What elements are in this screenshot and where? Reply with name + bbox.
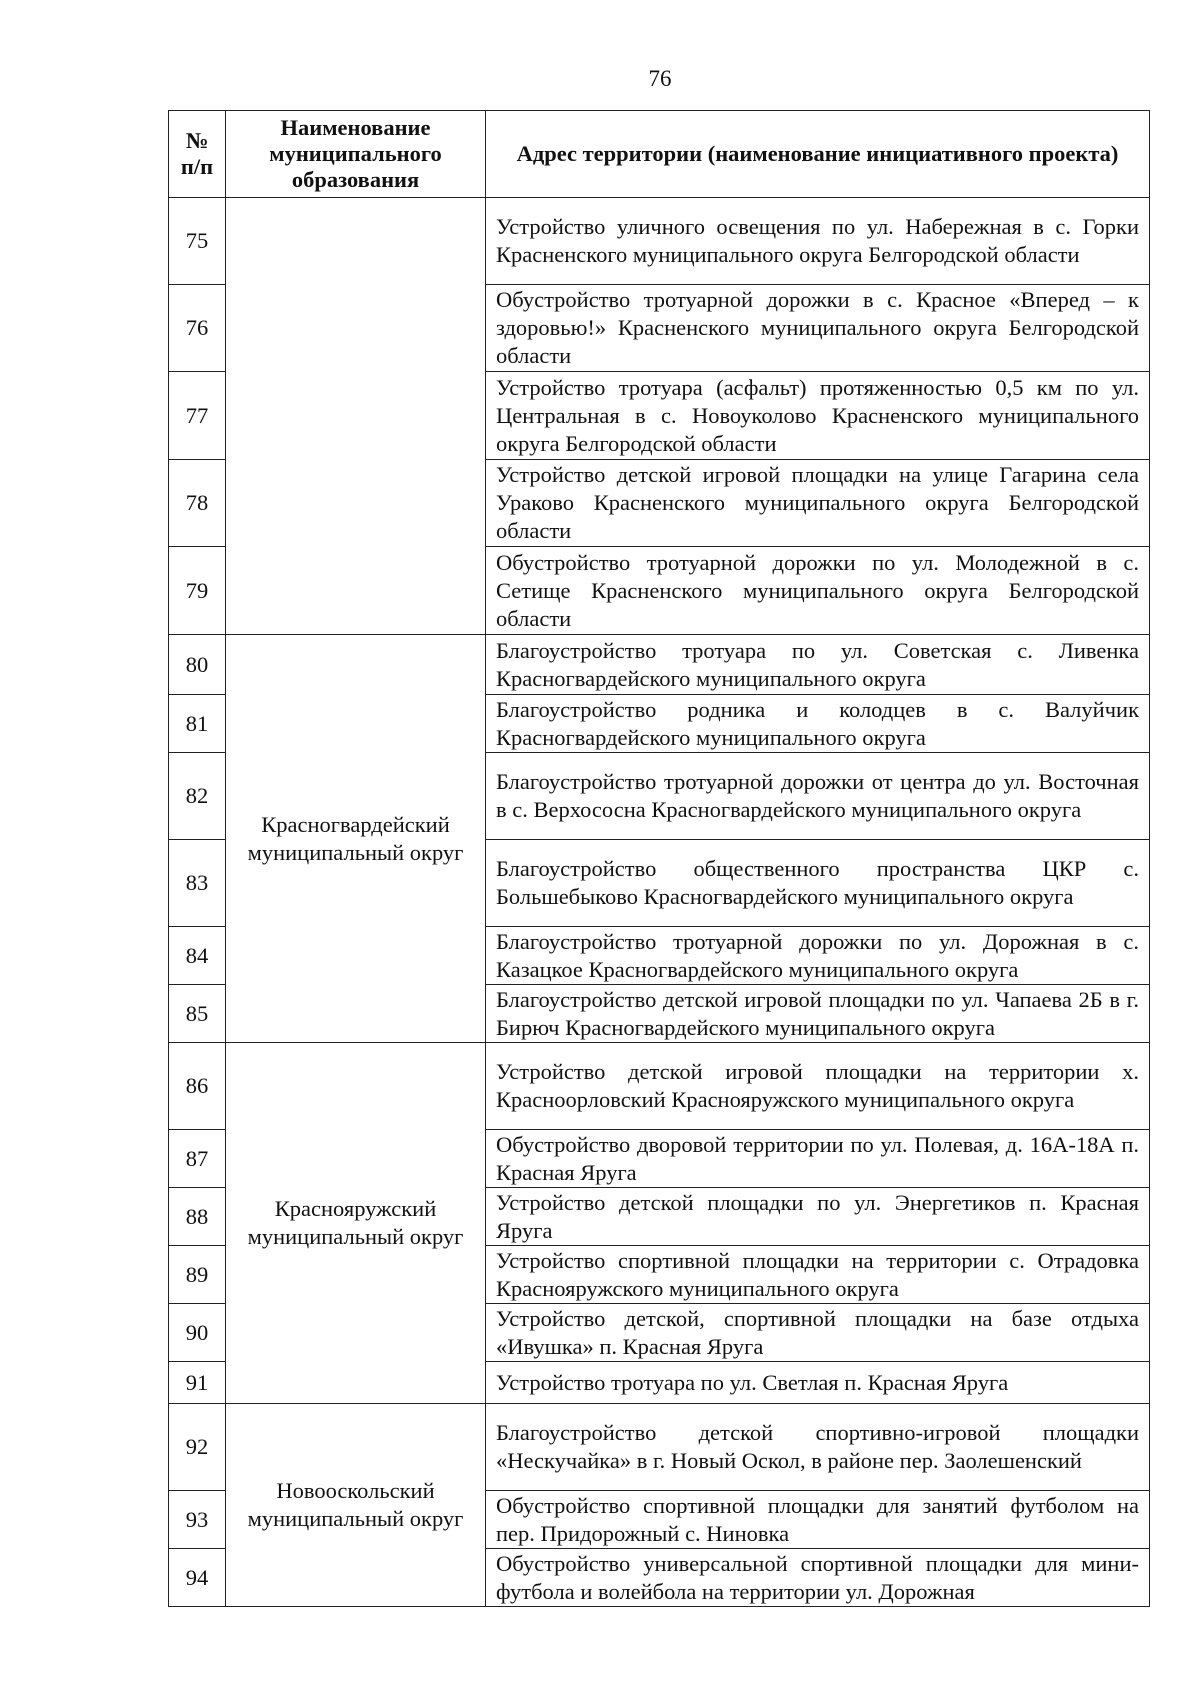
project-address: Благоустройство детской игровой площадки по ул. Чапаева 2Б в г. Бирюч Красногвардейского муниципального округа: [486, 985, 1150, 1043]
project-address: Устройство детской площадки по ул. Энергетиков п. Красная Яруга: [486, 1188, 1150, 1246]
table-row: [169, 1404, 1150, 1491]
row-number: 87: [169, 1130, 226, 1188]
page-number: 76: [648, 66, 672, 91]
municipality-cell-novooskolsky: Новооскольский муниципальный округ: [226, 1404, 486, 1607]
project-address: Устройство уличного освещения по ул. Набережная в с. Горки Красненского муниципального округа Белгородской области: [486, 198, 1150, 285]
project-address: Благоустройство тротуарной дорожки от центра до ул. Восточная в с. Верхососна Красногвардейского муниципального округа: [486, 753, 1150, 840]
municipality-cell-krasnoe: [226, 198, 486, 635]
row-number: 82: [169, 753, 226, 840]
project-address: Благоустройство тротуарной дорожки по ул. Дорожная в с. Казацкое Красногвардейского муниципального округа: [486, 927, 1150, 985]
project-address: Обустройство тротуарной дорожки в с. Красное «Вперед – к здоровью!» Красненского муниципального округа Белгородской области: [486, 285, 1150, 372]
row-number: 83: [169, 840, 226, 927]
projects-table: [168, 110, 1150, 1607]
project-address: Устройство спортивной площадки на территории с. Отрадовка Краснояружского муниципального округа: [486, 1246, 1150, 1304]
municipality-cell-krasnoyaruzhsky: Краснояружский муниципальный округ: [226, 1043, 486, 1404]
row-number: 79: [169, 547, 226, 635]
header-municipality: Наименование муниципального образования: [226, 111, 486, 198]
project-address: Обустройство тротуарной дорожки по ул. Молодежной в с. Сетище Красненского муниципального округа Белгородской области: [486, 547, 1150, 635]
row-number: 90: [169, 1304, 226, 1362]
project-address: Устройство детской игровой площадки на улице Гагарина села Ураково Красненского муниципального округа Белгородской области: [486, 460, 1150, 547]
row-number: 77: [169, 372, 226, 460]
project-address: Устройство тротуара по ул. Светлая п. Красная Яруга: [486, 1362, 1150, 1404]
header-number: № п/п: [169, 111, 226, 198]
row-number: 91: [169, 1362, 226, 1404]
project-address: Устройство детской игровой площадки на территории х. Красноорловский Краснояружского муниципального округа: [486, 1043, 1150, 1130]
row-number: 92: [169, 1404, 226, 1491]
municipality-cell-krasnogvardeysky: Красногвардейский муниципальный округ: [226, 635, 486, 1043]
row-number: 94: [169, 1549, 226, 1607]
project-address: Устройство тротуара (асфальт) протяженностью 0,5 км по ул. Центральная в с. Новоуколово Красненского муниципального округа Белгородской области: [486, 372, 1150, 460]
project-address: Обустройство дворовой территории по ул. Полевая, д. 16А-18А п. Красная Яруга: [486, 1130, 1150, 1188]
table-row: [169, 1043, 1150, 1130]
header-address: Адрес территории (наименование инициативного проекта): [486, 111, 1150, 198]
row-number: 81: [169, 695, 226, 753]
row-number: 86: [169, 1043, 226, 1130]
row-number: 76: [169, 285, 226, 372]
project-address: Благоустройство тротуара по ул. Советская с. Ливенка Красногвардейского муниципального округа: [486, 635, 1150, 695]
row-number: 89: [169, 1246, 226, 1304]
project-address: Обустройство спортивной площадки для занятий футболом на пер. Придорожный с. Ниновка: [486, 1491, 1150, 1549]
project-address: Благоустройство детской спортивно-игровой площадки «Нескучайка» в г. Новый Оскол, в районе пер. Заолешенский: [486, 1404, 1150, 1491]
row-number: 78: [169, 460, 226, 547]
project-address: Обустройство универсальной спортивной площадки для мини-футбола и волейбола на территории ул. Дорожная: [486, 1549, 1150, 1607]
row-number: 84: [169, 927, 226, 985]
table-header-row: [169, 111, 1150, 198]
row-number: 80: [169, 635, 226, 695]
row-number: 88: [169, 1188, 226, 1246]
row-number: 93: [169, 1491, 226, 1549]
row-number: 85: [169, 985, 226, 1043]
project-address: Благоустройство общественного пространства ЦКР с. Большебыково Красногвардейского муниципального округа: [486, 840, 1150, 927]
table-row: [169, 635, 1150, 695]
project-address: Благоустройство родника и колодцев в с. Валуйчик Красногвардейского муниципального округа: [486, 695, 1150, 753]
table-row: [169, 198, 1150, 285]
row-number: 75: [169, 198, 226, 285]
project-address: Устройство детской, спортивной площадки на базе отдыха «Ивушка» п. Красная Яруга: [486, 1304, 1150, 1362]
